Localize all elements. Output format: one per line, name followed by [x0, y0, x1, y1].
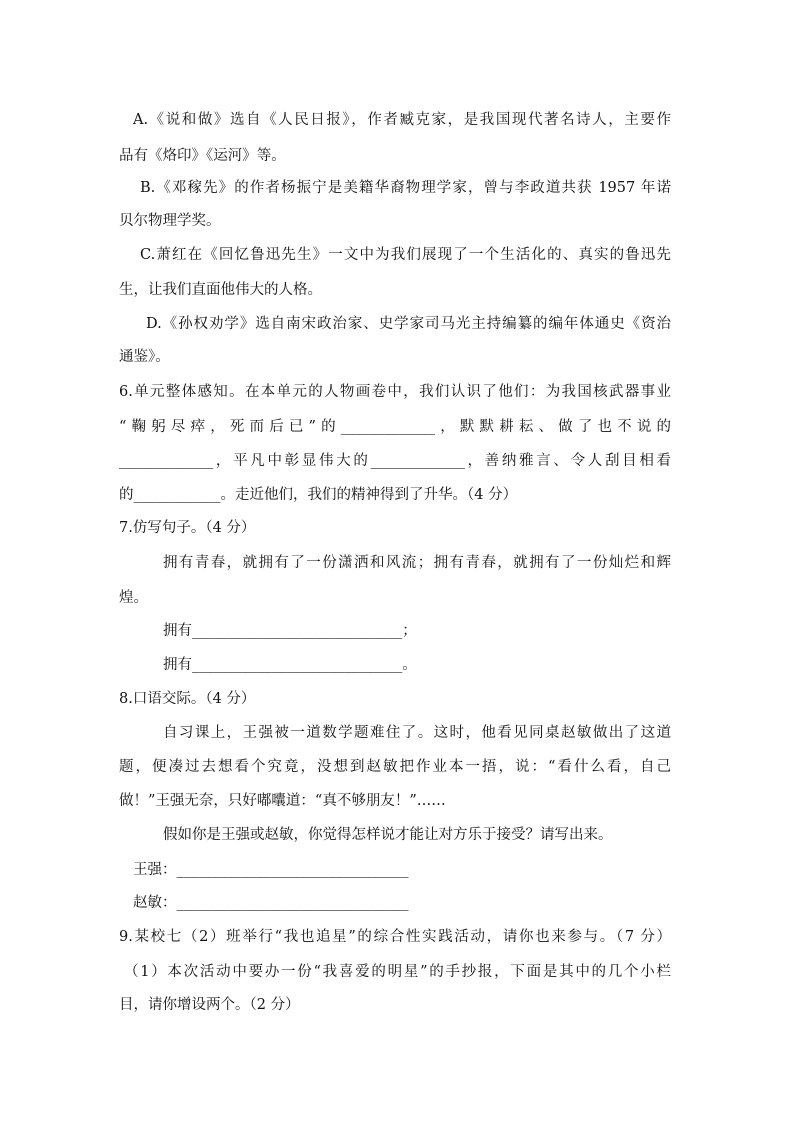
- q6-line2: “鞠躬尽瘁，死而后已”的_____________，默默耕耘、做了也不说的: [119, 419, 671, 435]
- option-d-line2: 通鉴》。: [119, 349, 170, 365]
- q8-para1-line3: 做！”王强无奈，只好嘟囔道：“真不够朋友！”……: [119, 793, 446, 809]
- option-c-line1: C.萧红在《回忆鲁迅先生》一文中为我们展现了一个生活化的、真实的鲁迅先: [140, 247, 671, 263]
- q8-title: 8.口语交际。（4 分）: [119, 691, 256, 707]
- q8-para2: 假如你是王强或赵敏，你觉得怎样说才能让对方乐于接受？请写出来。: [163, 827, 613, 843]
- option-c-line2: 生，让我们直面他伟大的人格。: [119, 282, 322, 298]
- option-a-line1: A.《说和做》选自《人民日报》，作者臧克家，是我国现代著名诗人，主要作: [133, 112, 671, 128]
- q9-title: 9.某校七（2）班举行“我也追星”的综合性实践活动，请你也来参与。（7 分）: [119, 929, 671, 945]
- q6-line3: _____________，平凡中彰显伟大的_____________，善纳雅言、令人刮目相看: [119, 453, 671, 469]
- answer-line-wangqiang: 王强：________________________________: [133, 862, 409, 878]
- q8-para1-line1: 自习课上，王强被一道数学题难住了。这时，他看见同桌赵敏做出了这道: [163, 725, 671, 741]
- q7-blank-1: 拥有_____________________________；: [163, 623, 417, 639]
- q7-blank-2: 拥有_____________________________。: [163, 657, 417, 673]
- option-b-line1: B.《邓稼先》的作者杨振宁是美籍华裔物理学家，曾与李政道共获 1957 年诺: [140, 180, 671, 196]
- q7-example-line2: 煌。: [119, 590, 148, 606]
- q6-line1: 6.单元整体感知。在本单元的人物画卷中，我们认识了他们：为我国核武器事业: [119, 384, 671, 400]
- q9-sub1-line2: 目，请你增设两个。（2 分）: [119, 997, 300, 1013]
- q6-line4: 的____________。走近他们，我们的精神得到了升华。（4 分）: [119, 487, 518, 503]
- q7-example-line1: 拥有青春，就拥有了一份潇洒和风流；拥有青春，就拥有了一份灿烂和辉: [163, 555, 671, 571]
- option-b-line2: 贝尔物理学奖。: [119, 213, 221, 229]
- q9-sub1-line1: （1）本次活动中要办一份“我喜爱的明星”的手抄报，下面是其中的几个小栏: [124, 964, 671, 980]
- option-d-line1: D.《孙权劝学》选自南宋政治家、史学家司马光主持编纂的编年体通史《资治: [146, 316, 671, 332]
- q7-title: 7.仿写句子。（4 分）: [119, 520, 256, 536]
- q8-para1-line2: 题，便凑过去想看个究竟，没想到赵敏把作业本一捂，说：“看什么看，自己: [119, 759, 671, 775]
- answer-line-zhaomin: 赵敏：________________________________: [133, 895, 409, 911]
- option-a-line2: 品有《烙印》《运河》等。: [119, 148, 286, 164]
